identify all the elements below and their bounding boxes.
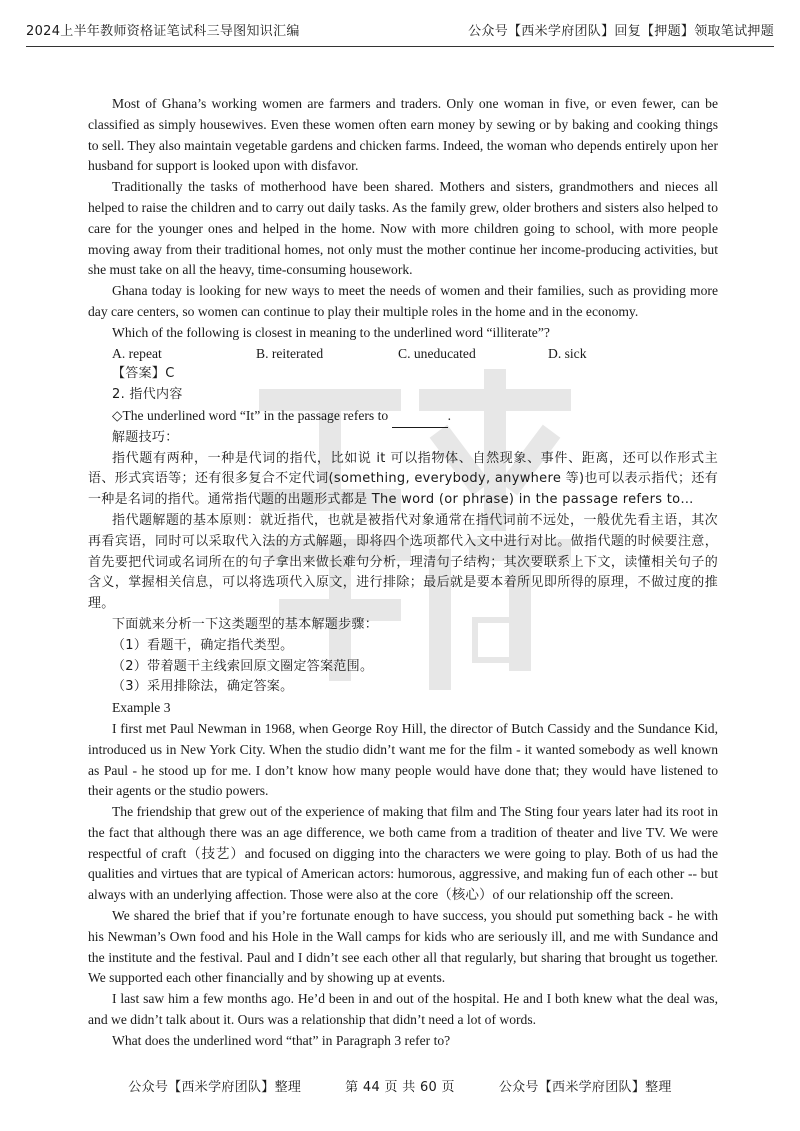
header-title: 2024上半年教师资格证笔试科三导图知识汇编 xyxy=(26,24,300,39)
page-header xyxy=(26,20,774,47)
answer-options xyxy=(88,344,718,365)
step-2: （2）带着题干主线索回原文圈定答案范围。 xyxy=(112,658,374,674)
example-paragraph-4: I last saw him a few months ago. He’d been in and out of the hospital. He and I both knew what the deal was, and we didn’t talk about it. Ours was a relationship that didn’t need a lot of words. xyxy=(88,991,718,1028)
page-number: 第 44 页 共 60 页 xyxy=(345,1080,455,1095)
answer-key: 【答案】C xyxy=(112,366,175,382)
header-promo: 公众号【西米学府团队】回复【押题】领取笔试押题 xyxy=(468,24,774,39)
passage-paragraph-1: Most of Ghana’s working women are farmers and traders. Only one woman in five, or even fewer, can be classified as simply housewives. Even these women often earn money by sewing or by baking and cooking things to sell. They also maintain vegetable gardens and chicken farms. Indeed, the woman who depends entirely upon her husband for support is looked upon with disfavor. xyxy=(88,96,718,174)
steps-intro: 下面就来分析一下这类题型的基本解题步骤： xyxy=(112,616,379,632)
section-heading: 2. 指代内容 xyxy=(112,387,183,403)
tips-paragraph-2: 指代题解题的基本原则：就近指代，也就是被指代对象通常在指代词前不远处，一般优先看主语，其次再看宾语，同时可以采取代入法的方式解题，即将四个选项都代入文中进行对比。做指代题的时候要注意，首先要把代词或名词所在的句子拿出来做长难句分析，理清句子结构；其次要联系上下文，读懂相关句子的含义，掌握相关信息，可以将选项代入原文，进行排除；最后就是要本着所见即所得的原理，不做过度的推理。 xyxy=(88,512,718,612)
tips-title: 解题技巧： xyxy=(112,429,179,445)
blank-line xyxy=(392,406,448,428)
footer-right: 公众号【西米学府团队】整理 xyxy=(498,1080,672,1095)
example-paragraph-3: We shared the brief that if you’re fortunate enough to have success, you should put something back - he with his Newman’s Own food and his Hole in the Wall camps for kids who are seriously ill, and me with Sundance and the institute and the festival. Paul and I didn’t see each other all that regularly, but sharing that brought us together. We supported each other financially and by showing up at events. xyxy=(88,908,718,986)
example-label: Example 3 xyxy=(112,700,171,716)
option-c: C. uneducated xyxy=(398,345,476,361)
tips-paragraph-1: 指代题有两种，一种是代词的指代，比如说 it 可以指物体、自然现象、事件、距离，还可以作形式主语、形式宾语等；还有很多复合不定代词(something, everybody, anywhere 等)也可以表示指代；还有一种是名词的指代。通常指代题的出题形式都是 The word (or phrase) in the passage refers to… xyxy=(88,450,718,508)
example-paragraph-1: I first met Paul Newman in 1968, when George Roy Hill, the director of Butch Cassidy and the Sundance Kid, introduced us in New York City. When the studio didn’t want me for the film - it wanted somebody as well known as Paul - he stood up for me. I don’t know how many people would have done that; they would have listened to their agents or the studio powers. xyxy=(88,720,718,799)
option-a: A. repeat xyxy=(112,345,162,361)
question-1: Which of the following is closest in meaning to the underlined word “illiterate”? xyxy=(112,324,550,340)
passage-paragraph-2: Traditionally the tasks of motherhood have been shared. Mothers and sisters, grandmothers and nieces all helped to raise the children and to carry out daily tasks. As the family grew, older brothers and sisters also helped to care for the younger ones and helped in the home. Now with more children going to school, with more people moving away from their traditional homes, not only must the mother continue her income-producing activities, but she must take on all the heavy, time-consuming housework. xyxy=(88,179,718,278)
option-d: D. sick xyxy=(548,345,587,361)
page-content xyxy=(88,94,718,1052)
step-3: （3）采用排除法，确定答案。 xyxy=(112,679,294,695)
example-paragraph-2: The friendship that grew out of the experience of making that film and The Sting four years later had its root in the fact that although there was an age difference, we both came from a tradition of theater and live TV. We were respectful of craft（技艺）and focused on digging into the characters we were going to play. Both of us had the qualities and virtues that are typical of American actors: humorous, aggressive, and making fun of each other -- but always with an underlying affection. Those were also at the core（核心）of our relationship off the screen. xyxy=(88,804,718,903)
footer-left: 公众号【西米学府团队】整理 xyxy=(128,1080,302,1095)
reference-prompt: ◇The underlined word “It” in the passage refers to . xyxy=(88,406,718,428)
option-b: B. reiterated xyxy=(256,345,324,361)
step-1: （1）看题干，确定指代类型。 xyxy=(112,637,294,653)
passage-paragraph-3: Ghana today is looking for new ways to meet the needs of women and their families, such as providing more day care centers, so women can continue to play their multiple roles in the home and in the economy. xyxy=(88,283,718,319)
page-footer xyxy=(0,1076,800,1095)
question-2: What does the underlined word “that” in Paragraph 3 refer to? xyxy=(112,1032,451,1048)
